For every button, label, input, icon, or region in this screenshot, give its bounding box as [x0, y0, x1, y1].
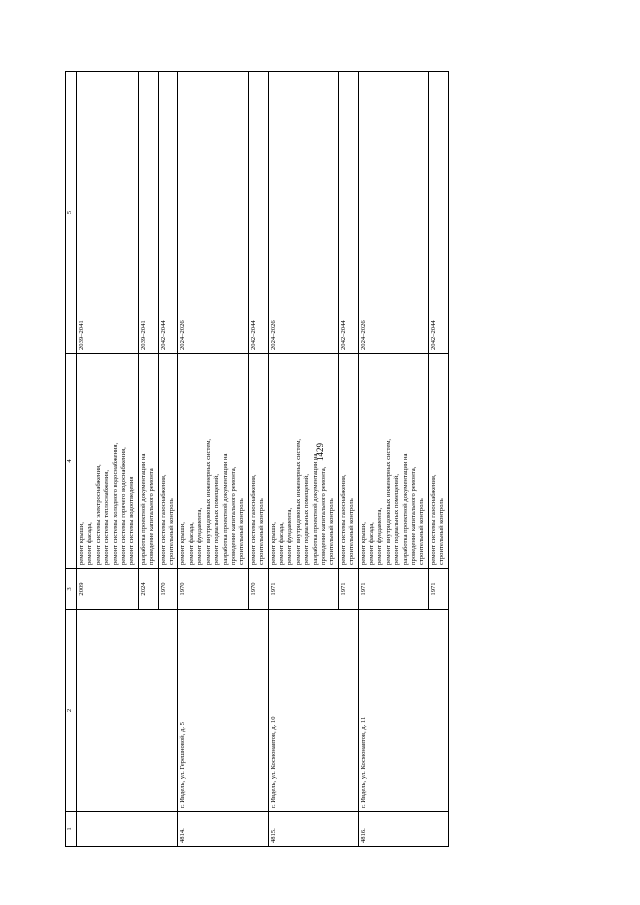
table-body	[77, 72, 449, 847]
year-cell: 1970	[248, 569, 268, 610]
column-number-row	[66, 72, 77, 847]
period-cell: 2039–2041	[77, 72, 139, 354]
year-cell: 1970	[178, 569, 248, 610]
address-cell: г. Ивдель, ул. Космонавтов, д. 10	[268, 610, 358, 812]
work-list-cell: ремонт крыши, ремонт фасада, ремонт фундамента, ремонт внутридомовых инженерных систем, ремонт подвальных помещений, разработка проектной документации на проведение капитального ремонта, строительный контроль	[268, 354, 338, 569]
year-cell: 2024	[138, 569, 158, 610]
period-cell: 2024–2026	[358, 72, 428, 354]
year-cell: 1971	[338, 569, 358, 610]
address-cell	[77, 610, 178, 812]
column-header-1: 1	[66, 812, 77, 847]
period-cell: 2042–2044	[338, 72, 358, 354]
period-cell: 2024–2026	[178, 72, 248, 354]
work-list-cell: ремонт крыши, ремонт фасада, ремонт системы электроснабжения, ремонт системы теплоснабжения, ремонт системы холодного водоснабжения, ремонт системы горячего водоснабжения, ремонт системы водоотведения	[77, 354, 139, 569]
table-row	[268, 72, 338, 847]
period-cell: 2024–2026	[268, 72, 338, 354]
work-list-cell: ремонт системы газоснабжения, строительный контроль	[158, 354, 178, 569]
year-cell: 1971	[358, 569, 428, 610]
column-header-2: 2	[66, 610, 77, 812]
table-row	[178, 72, 248, 847]
work-list-cell: ремонт системы газоснабжения, строительный контроль	[428, 354, 448, 569]
work-list-cell: ремонт системы газоснабжения, строительный контроль	[338, 354, 358, 569]
row-number-cell: 4815.	[268, 812, 358, 847]
address-cell: г. Ивдель, ул. Герешновой, д. 5	[178, 610, 268, 812]
work-list-cell: ремонт системы газоснабжения, строительный контроль	[248, 354, 268, 569]
period-cell: 2042–2044	[248, 72, 268, 354]
table-row	[358, 72, 428, 847]
year-cell: 1971	[428, 569, 448, 610]
year-cell: 2009	[77, 569, 139, 610]
year-cell: 1971	[268, 569, 338, 610]
row-number-cell: 4816.	[358, 812, 448, 847]
page-number: 1429	[315, 443, 325, 461]
column-header-5: 5	[66, 72, 77, 354]
work-list-cell: ремонт крыши, ремонт фасада, ремонт фундамента, ремонт внутридомовых инженерных систем, ремонт подвальных помещений, разработка проектной документации на проведение капитального ремонта, строительный контроль	[178, 354, 248, 569]
period-cell: 2039–2041	[138, 72, 158, 354]
period-cell: 2042–2044	[428, 72, 448, 354]
work-list-cell: ремонт крыши, ремонт фасада, ремонт фундамента, ремонт внутридомовых инженерных систем, ремонт подвальных помещений, разработка проектной документации на проведение капитального ремонта, строительный контроль	[358, 354, 428, 569]
column-header-3: 3	[66, 569, 77, 610]
table-row	[77, 72, 139, 847]
rotated-table-container	[65, 77, 575, 847]
work-list-cell: разработка проектной документации на проведение капитального ремонта	[138, 354, 158, 569]
period-cell: 2042–2044	[158, 72, 178, 354]
repair-schedule-table	[65, 71, 449, 847]
column-header-4: 4	[66, 354, 77, 569]
address-cell: г. Ивдель, ул. Космонавтов, д. 11	[358, 610, 448, 812]
row-number-cell	[77, 812, 178, 847]
year-cell: 1970	[158, 569, 178, 610]
row-number-cell: 4814.	[178, 812, 268, 847]
